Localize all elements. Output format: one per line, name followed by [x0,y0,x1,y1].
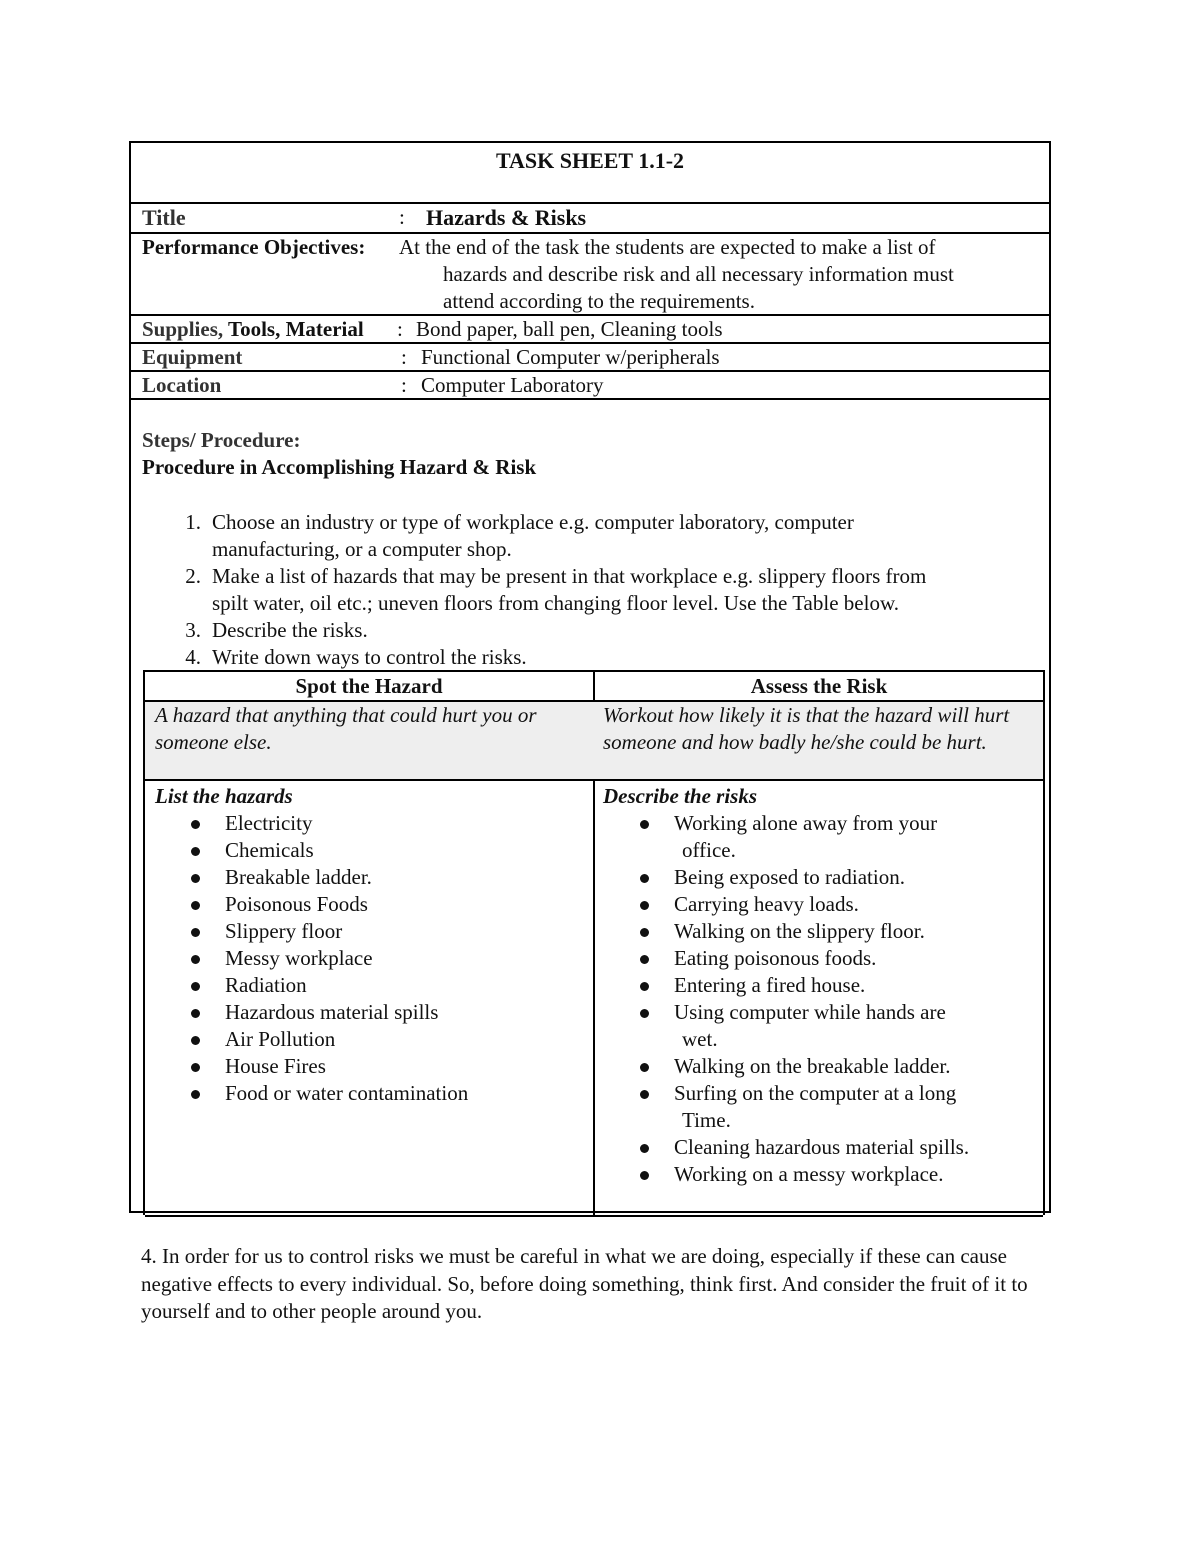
bullet-icon [640,982,649,991]
list-item [225,1080,468,1107]
hazard-risk-table [143,670,1045,1215]
list-item [674,1161,969,1188]
list-item-text: Food or water contamination [225,1081,469,1105]
list-item-text: Messy workplace [225,946,373,970]
bullet-icon [640,1090,649,1099]
bullet-icon [640,928,649,937]
list-item [674,972,969,999]
title-colon: : [399,205,405,229]
divider [131,202,1049,204]
list-item [674,1053,969,1080]
objectives-line-3: attend according to the requirements. [443,289,755,313]
divider [131,370,1049,372]
bullet-icon [191,982,200,991]
risk-description: Workout how likely it is that the hazard will hurt someone and how badly he/she could be hurt. [603,703,1010,754]
step-number: 2. [185,564,201,588]
list-item [225,918,468,945]
list-item [225,945,468,972]
bullet-icon [191,1063,200,1072]
list-item-text: Eating poisonous foods. [674,946,877,970]
risk-list [674,810,969,1188]
bullet-icon [191,928,200,937]
list-item-text: Cleaning hazardous material spills. [674,1135,970,1159]
list-hazards-label: List the hazards [155,784,293,808]
bullet-icon [640,820,649,829]
supplies-label-a: Supplies, [142,317,228,341]
step-text: spilt water, oil etc.; uneven floors from changing floor level. Use the Table below. [212,591,899,615]
bullet-icon [191,820,200,829]
list-item [674,945,969,972]
list-item-text: Time. [682,1108,731,1132]
bullet-icon [640,1171,649,1180]
supplies-colon: : [397,317,403,341]
list-item-text: office. [682,838,736,862]
list-item-text: Radiation [225,973,307,997]
steps-label: Steps/ Procedure: [142,428,301,452]
bullet-icon [191,1009,200,1018]
step-item [185,563,927,590]
table-bottom-border [145,1215,1043,1217]
list-item-text: Hazardous material spills [225,1000,439,1024]
step-text: Make a list of hazards that may be present in that workplace e.g. slippery floors from [212,564,927,588]
bullet-icon [191,874,200,883]
supplies-value: Bond paper, ball pen, Cleaning tools [416,317,723,341]
list-item-text: House Fires [225,1054,326,1078]
list-item-text: Surfing on the computer at a long [674,1081,957,1105]
list-item [674,864,969,891]
bullet-icon [640,1144,649,1153]
hazard-description: A hazard that anything that could hurt you or someone else. [155,703,537,754]
title-value: Hazards & Risks [426,205,587,230]
equipment-colon: : [401,345,407,369]
step-item-cont [212,590,926,617]
bullet-icon [191,1036,200,1045]
list-item-text: Working on a messy workplace. [674,1162,944,1186]
objectives-line-2: hazards and describe risk and all necessary information must [443,262,954,286]
list-item [225,1026,468,1053]
supplies-label [142,317,364,342]
objectives-label: Performance Objectives: [142,235,366,259]
list-item-text: Chemicals [225,838,314,862]
step-number: 3. [185,618,201,642]
bullet-icon [640,874,649,883]
list-item-text: Entering a fired house. [674,973,866,997]
list-item [674,918,969,945]
divider [131,232,1049,234]
list-item-text: Poisonous Foods [225,892,368,916]
spot-hazard-header: Spot the Hazard [295,674,443,698]
list-item [225,810,468,837]
equipment-label: Equipment [142,345,243,369]
list-item [225,891,468,918]
list-item-text: Walking on the breakable ladder. [674,1054,951,1078]
bullet-icon [640,1009,649,1018]
bullet-icon [640,955,649,964]
list-item-text: wet. [682,1027,718,1051]
steps-list [185,509,927,671]
bullet-icon [640,901,649,910]
list-item [674,1080,969,1134]
list-item [225,864,468,891]
list-item-text: Slippery floor [225,919,343,943]
list-item-text: Breakable ladder. [225,865,372,889]
divider [131,398,1049,400]
list-item [225,1053,468,1080]
assess-risk-header: Assess the Risk [750,674,888,698]
title-label: Title [142,205,186,230]
footer-paragraph: 4. In order for us to control risks we must be careful in what we are doing, especially if these can cause negative effects to every individual. So, before doing something, think first. And consider the fruit of it to yourself and to other people around you. [141,1244,1028,1323]
list-item [225,972,468,999]
bullet-icon [191,1090,200,1099]
bullet-icon [191,901,200,910]
hazard-list [225,810,468,1107]
step-item [185,644,926,671]
list-item-text: Working alone away from your [674,811,938,835]
step-number: 1. [185,510,201,534]
list-item [674,810,969,864]
list-item [225,999,468,1026]
location-value: Computer Laboratory [421,373,604,397]
step-item [185,617,926,644]
step-text: manufacturing, or a computer shop. [212,537,512,561]
list-item [674,1134,969,1161]
describe-risks-label: Describe the risks [603,784,757,808]
list-item-text: Being exposed to radiation. [674,865,905,889]
objectives-line-1: At the end of the task the students are expected to make a list of [399,235,936,259]
list-item [674,999,969,1053]
bullet-icon [191,847,200,856]
task-sheet-heading: TASK SHEET 1.1-2 [495,148,685,173]
location-colon: : [401,373,407,397]
bullet-icon [191,955,200,964]
equipment-value: Functional Computer w/peripherals [421,345,720,369]
procedure-title: Procedure in Accomplishing Hazard & Risk [142,455,537,479]
step-number: 4. [185,645,201,669]
task-sheet-box [129,141,1051,1213]
list-item-text: Using computer while hands are [674,1000,946,1024]
list-item-text: Walking on the slippery floor. [674,919,925,943]
step-item [185,509,926,536]
list-item-text: Carrying heavy loads. [674,892,859,916]
step-text: Describe the risks. [212,618,368,642]
list-item-text: Electricity [225,811,313,835]
step-item-cont [212,536,926,563]
step-text: Choose an industry or type of workplace e.g. computer laboratory, computer [212,510,854,534]
list-item [225,837,468,864]
step-text: Write down ways to control the risks. [212,645,527,669]
bullet-icon [640,1063,649,1072]
list-item [674,891,969,918]
divider [131,342,1049,344]
list-item-text: Air Pollution [225,1027,336,1051]
divider [131,314,1049,316]
location-label: Location [142,373,222,397]
supplies-label-b: Tools, Material [228,317,364,341]
